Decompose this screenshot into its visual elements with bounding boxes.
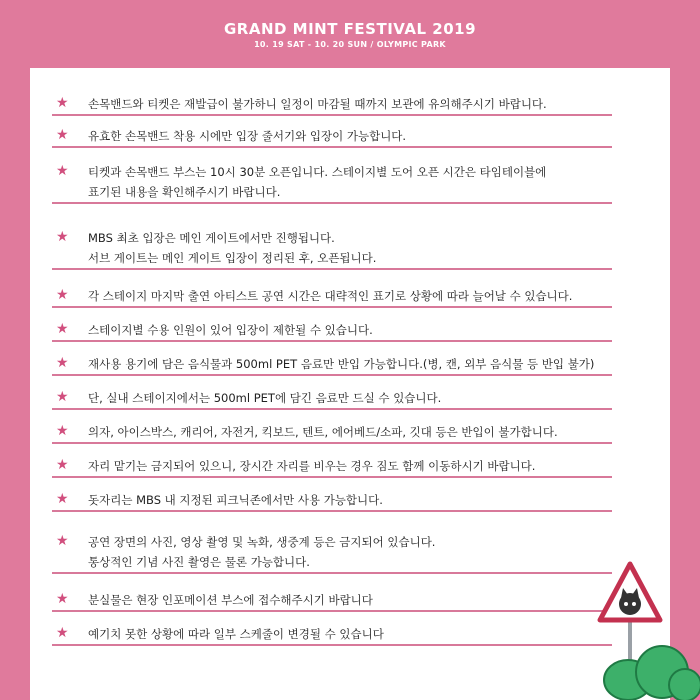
rule-text: 예기치 못한 상황에 따라 일부 스케줄이 변경될 수 있습니다 bbox=[88, 627, 384, 641]
star-icon: ★ bbox=[56, 491, 69, 507]
rule-item bbox=[52, 490, 612, 512]
star-icon: ★ bbox=[56, 591, 69, 607]
rule-item bbox=[52, 162, 612, 204]
star-icon: ★ bbox=[56, 287, 69, 303]
rule-item bbox=[52, 456, 612, 478]
rule-text: MBS 최초 입장은 메인 게이트에서만 진행됩니다. bbox=[88, 231, 335, 245]
rule-item bbox=[52, 320, 612, 342]
rule-text: 서브 게이트는 메인 게이트 입장이 정리된 후, 오픈됩니다. bbox=[88, 251, 377, 265]
rule-text: 유효한 손목밴드 착용 시에만 입장 줄서기와 입장이 가능합니다. bbox=[88, 129, 407, 143]
rule-item bbox=[52, 354, 612, 376]
rule-item bbox=[52, 624, 612, 646]
rule-text: 티켓과 손목밴드 부스는 10시 30분 오픈입니다. 스테이지별 도어 오픈 시간은 타임테이블에 bbox=[88, 165, 547, 179]
rule-text: 의자, 아이스박스, 캐리어, 자전거, 킥보드, 텐트, 에어베드/소파, 깃대 등은 반입이 불가합니다. bbox=[88, 425, 558, 439]
rules-panel bbox=[30, 68, 670, 700]
rule-item bbox=[52, 590, 612, 612]
rule-text: 분실물은 현장 인포메이션 부스에 접수해주시기 바랍니다 bbox=[88, 593, 373, 607]
star-icon: ★ bbox=[56, 533, 69, 549]
rule-text: 각 스테이지 마지막 출연 아티스트 공연 시간은 대략적인 표기로 상황에 따라 늘어날 수 있습니다. bbox=[88, 289, 573, 303]
star-icon: ★ bbox=[56, 163, 69, 179]
festival-title: GRAND MINT FESTIVAL 2019 bbox=[223, 20, 477, 38]
header bbox=[0, 0, 700, 68]
festival-dates: 10. 19 SAT - 10. 20 SUN / OLYMPIC PARK bbox=[254, 40, 446, 49]
rule-text: 재사용 용기에 담은 음식물과 500ml PET 음료만 반입 가능합니다.(병, 캔, 외부 음식물 등 반입 불가) bbox=[88, 357, 595, 371]
rule-text: 자리 맡기는 금지되어 있으니, 장시간 자리를 비우는 경우 짐도 함께 이동하시기 바랍니다. bbox=[88, 459, 536, 473]
rule-item bbox=[52, 422, 612, 444]
star-icon: ★ bbox=[56, 355, 69, 371]
star-icon: ★ bbox=[56, 389, 69, 405]
rule-text: 손목밴드와 티켓은 재발급이 불가하니 일정이 마감될 때까지 보관에 유의해주시기 바랍니다. bbox=[88, 97, 547, 111]
rule-text: 표기된 내용을 확인해주시기 바랍니다. bbox=[88, 185, 281, 199]
rule-item bbox=[52, 388, 612, 410]
rule-item bbox=[52, 94, 612, 116]
rule-text: 돗자리는 MBS 내 지정된 피크닉존에서만 사용 가능합니다. bbox=[88, 493, 383, 507]
star-icon: ★ bbox=[56, 457, 69, 473]
star-icon: ★ bbox=[56, 321, 69, 337]
rule-item bbox=[52, 532, 612, 574]
star-icon: ★ bbox=[56, 423, 69, 439]
star-icon: ★ bbox=[56, 229, 69, 245]
rule-text: 통상적인 기념 사진 촬영은 물론 가능합니다. bbox=[88, 555, 310, 569]
rule-item bbox=[52, 286, 612, 308]
star-icon: ★ bbox=[56, 625, 69, 641]
star-icon: ★ bbox=[56, 127, 69, 143]
rule-text: 스테이지별 수용 인원이 있어 입장이 제한될 수 있습니다. bbox=[88, 323, 373, 337]
rule-text: 공연 장면의 사진, 영상 촬영 및 녹화, 생중계 등은 금지되어 있습니다. bbox=[88, 535, 436, 549]
rule-item bbox=[52, 126, 612, 148]
rule-text: 단, 실내 스테이지에서는 500ml PET에 담긴 음료만 드실 수 있습니다. bbox=[88, 391, 442, 405]
cat-warning-sign-icon bbox=[590, 560, 700, 700]
star-icon: ★ bbox=[56, 95, 69, 111]
rule-item bbox=[52, 228, 612, 270]
